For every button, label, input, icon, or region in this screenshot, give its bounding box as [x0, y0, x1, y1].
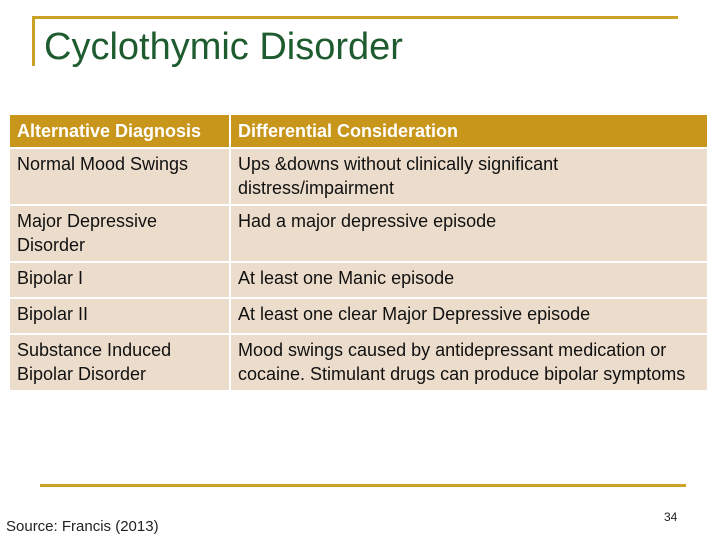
page-number: 34: [664, 510, 678, 524]
diagnosis-cell: Bipolar II: [10, 298, 230, 334]
consideration-cell: Mood swings caused by antidepressant medication or cocaine. Stimulant drugs can produce bipolar symptoms: [230, 334, 708, 390]
table-row: [10, 298, 708, 334]
differential-diagnosis-table: [10, 115, 709, 390]
diagnosis-cell: Major Depressive Disorder: [10, 205, 230, 262]
table-row: [10, 262, 708, 298]
table-row: [10, 334, 708, 390]
footer-rule: [40, 484, 686, 487]
header-alternative-diagnosis: Alternative Diagnosis: [10, 115, 230, 148]
consideration-cell: At least one Manic episode: [230, 262, 708, 298]
diagnosis-cell: Substance Induced Bipolar Disorder: [10, 334, 230, 390]
consideration-cell: Had a major depressive episode: [230, 205, 708, 262]
header-differential-consideration: Differential Consideration: [230, 115, 708, 148]
table-row: [10, 148, 708, 205]
diagnosis-cell: Normal Mood Swings: [10, 148, 230, 205]
table-row: [10, 205, 708, 262]
diagnosis-cell: Bipolar I: [10, 262, 230, 298]
consideration-cell: At least one clear Major Depressive episode: [230, 298, 708, 334]
source-citation: Source: Francis (2013): [6, 518, 159, 535]
table-header-row: [10, 115, 708, 148]
consideration-cell: Ups &downs without clinically significant distress/impairment: [230, 148, 708, 205]
title-frame-left-rule: [32, 16, 35, 66]
slide-title: Cyclothymic Disorder: [44, 26, 403, 68]
title-frame-top-rule: [32, 16, 678, 19]
